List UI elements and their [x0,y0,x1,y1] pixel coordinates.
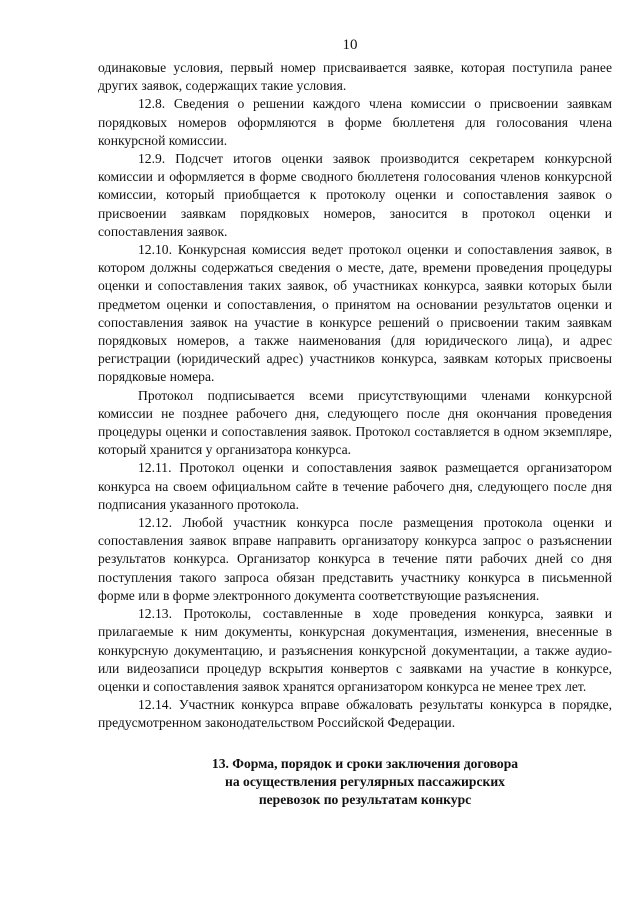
section-heading-line-3: перевозок по результатам конкурс [258,791,472,807]
paragraph-12-11: 12.11. Протокол оценки и сопоставления заявок размещается организатором конкурса на своем официальном сайте в течение рабочего дня, следующего после дня подписания указанного протокола. [98,460,612,512]
paragraph-12-8: 12.8. Сведения о решении каждого члена комиссии о присвоении заявкам порядковых номеров оформляются в форме бюллетеня для голосования члена конкурсной комиссии. [98,96,612,148]
paragraph-12-13: 12.13. Протоколы, составленные в ходе проведения конкурса, заявки и прилагаемые к ним документы, конкурсная документация, изменения, внесенные в конкурсную документацию, и разъяснения конкурсной документации, а также аудио- или видеозаписи процедур вскрытия конвертов с заявками на участие в конкурсе, оценки и сопоставления заявок хранятся организатором конкурса не менее трех лет. [98,606,612,694]
paragraph-continuation: одинаковые условия, первый номер присваивается заявке, которая поступила ранее других заявок, содержащих такие условия. [98,60,612,94]
page-number: 10 [342,37,358,53]
paragraph-protocol-signing: Протокол подписывается всеми присутствующими членами конкурсной комиссии не позднее рабочего дня, следующего после дня окончания проведения процедуры оценки и сопоставления заявок. Протокол составляется в одном экземпляре, который хранится у организатора конкурса. [98,387,612,458]
section-heading-line-1: 13. Форма, порядок и сроки заключения договора [211,755,519,771]
paragraph-12-12: 12.12. Любой участник конкурса после размещения протокола оценки и сопоставления заявок вправе направить организатору конкурса запрос о разъяснении результатов конкурса. Организатор конкурса в течение пяти рабочих дней со дня поступления такого запроса обязан представить участнику конкурса в письменной форме или в форме электронного документа соответствующие разъяснения. [98,515,612,603]
paragraph-12-9: 12.9. Подсчет итогов оценки заявок производится секретарем конкурсной комиссии и оформляется в форме сводного бюллетеня голосования членов конкурсной комиссии, который приобщается к протоколу оценки и сопоставления заявок о присвоении заявкам порядковых номеров, заносится в протокол оценки и сопоставления заявок. [98,151,612,239]
paragraph-12-10: 12.10. Конкурсная комиссия ведет протокол оценки и сопоставления заявок, в котором должны содержаться сведения о месте, дате, времени проведения процедуры оценки и сопоставления таких заявок, об участниках конкурса, заявки которых были предметом оценки и сопоставления, о принятом на основании результатов оценки и сопоставления заявок на участие в конкурсе решений о присвоении таким заявкам порядковых номеров, а также наименования (для юридического лица), и адрес регистрации (юридический адрес) участников конкурса, заявкам которых присвоены порядковые номера. [98,242,612,385]
section-heading [98,755,612,810]
section-heading-line-2: на осуществления регулярных пассажирских [225,773,505,789]
paragraph-12-14: 12.14. Участник конкурса вправе обжаловать результаты конкурса в порядке, предусмотренном законодательством Российской Федерации. [98,697,612,731]
